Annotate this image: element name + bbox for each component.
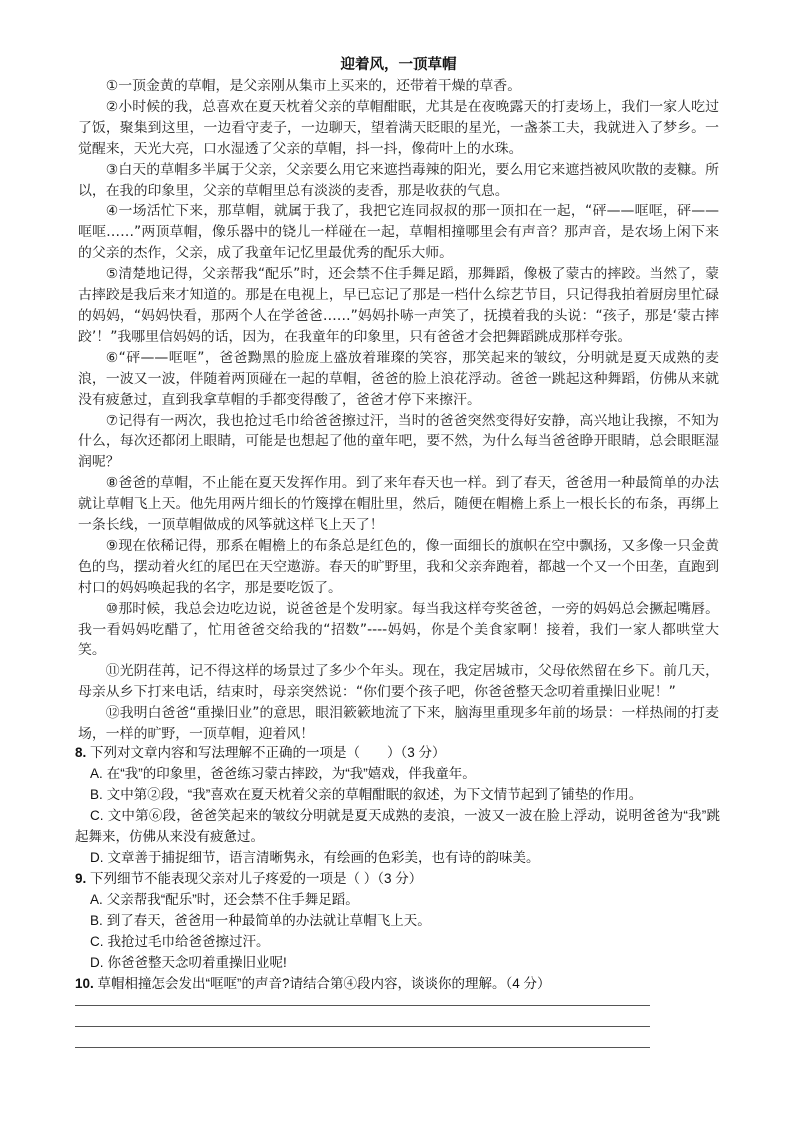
- article-paragraph: ⑤清楚地记得，父亲帮我“配乐”时，还会禁不住手舞足蹈，那舞蹈，像极了蒙古的摔跤。当然了，蒙古摔跤是我后来才知道的。那是在电视上，早已忘记了那是一档什么综艺节目，只记得我拍着厨房里忙碌的妈妈，“妈妈快看，那两个人在学爸爸……”妈妈扑哧一声笑了，抚摸着我的头说：“孩子，那是‘蒙古摔跤’！”我哪里信妈妈的话，因为，在我童年的印象里，只有爸爸才会把舞蹈跳成那样夸张。: [78, 266, 719, 345]
- option-label: A.: [90, 892, 103, 907]
- option-text: 在“我”的印象里，爸爸练习蒙古摔跤，为“我”嬉戏，伴我童年。: [106, 766, 476, 781]
- option-text: 我抢过毛巾给爸爸擦过汗。: [107, 934, 270, 949]
- article-paragraph: ④一场活忙下来，那草帽，就属于我了，我把它连同叔叔的那一顶扣在一起，“砰——哐哐，砰——哐哐……”两顶草帽，像乐器中的铙儿一样碰在一起，草帽相撞哪里会有声音？那声音，是农场上闲下来的父亲的杰作，父亲，成了我童年记忆里最优秀的配乐大师。: [78, 203, 719, 262]
- option-c: [75, 805, 720, 847]
- option-c: [75, 931, 720, 952]
- option-d: [75, 952, 720, 973]
- article-paragraph: ③白天的草帽多半属于父亲，父亲要么用它来遮挡毒辣的阳光，要么用它来遮挡被风吹散的麦糠。所以，在我的印象里，父亲的草帽里总有淡淡的麦香，那是收获的气息。: [78, 161, 719, 199]
- answer-lines: [75, 985, 650, 1048]
- option-text: 文中第②段，“我”喜欢在夏天枕着父亲的草帽酣眠的叙述，为下文情节起到了铺垫的作用。: [106, 787, 643, 802]
- question-number: 10.: [75, 976, 94, 991]
- option-text: 文中第⑥段，爸爸笑起来的皱纹分明就是夏天成熟的麦浪，一波又一波在脸上浮动，说明爸爸为“我”跳起舞来，仿佛从来没有疲惫过。: [75, 808, 720, 844]
- option-label: C.: [90, 934, 104, 949]
- article-paragraph: ①一顶金黄的草帽，是父亲刚从集市上买来的，还带着干燥的草香。: [105, 78, 522, 94]
- question-number: 8.: [75, 745, 87, 760]
- questions-section: [75, 742, 720, 1048]
- article-paragraph: ⑥“砰——哐哐”，爸爸黝黑的脸庞上盛放着璀璨的笑容，那笑起来的皱纹，分明就是夏天成熟的麦浪，一波又一波，伴随着两顶碰在一起的草帽，爸爸的脸上浪花浮动。爸爸一跳起这种舞蹈，仿佛从来就没有疲惫过，直到我拿草帽的手都变得酸了，爸爸才停下来擦汗。: [78, 349, 719, 408]
- option-d: [75, 847, 720, 868]
- option-text: 到了春天，爸爸用一种最简单的办法就让草帽飞上天。: [106, 913, 431, 928]
- option-text: 你爸爸整天念叨着重操旧业呢!: [107, 955, 287, 970]
- exam-page: [75, 55, 720, 1048]
- article-paragraph: ⑫我明白爸爸“重操旧业”的意思，眼泪簌簌地流了下来，脑海里重现多年前的场景：一样热闹的打麦场，一样的旷野，一顶草帽，迎着风！: [78, 705, 719, 743]
- article-paragraph: ⑪光阴荏苒，记不得这样的场景过了多少个年头。现在，我定居城市，父母依然留在乡下。前几天，母亲从乡下打来电话，结束时，母亲突然说：“你们要个孩子吧，你爸爸整天念叨着重操旧业呢！”: [78, 663, 719, 701]
- question-stem: [75, 868, 720, 889]
- answer-line: [75, 1006, 650, 1027]
- reading-article: [78, 55, 719, 745]
- option-label: D.: [90, 955, 104, 970]
- article-paragraph: ⑩那时候，我总会边吃边说，说爸爸是个发明家。每当我这样夸奖爸爸，一旁的妈妈总会撅起嘴唇。我一看妈妈吃醋了，忙用爸爸交给我的“招数”----妈妈，你是个美食家啊！接着，我们一家人都哄堂大笑。: [78, 600, 719, 659]
- article-paragraph: ⑨现在依稀记得，那系在帽檐上的布条总是红色的，像一面细长的旗帜在空中飘扬，又多像一只金黄色的鸟，摆动着火红的尾巴在天空遨游。春天的旷野里，我和父亲奔跑着，都越一个又一个田垄，直跑到村口的妈妈唤起我的名字，那是要吃饭了。: [78, 537, 719, 596]
- answer-line: [75, 1027, 650, 1048]
- article-paragraph: ⑧爸爸的草帽，不止能在夏天发挥作用。到了来年春天也一样。到了春天，爸爸用一种最简单的办法就让草帽飞上天。他先用两片细长的竹篾撑在帽肚里，然后，随便在帽檐上系上一根长长的布条，再绑上一条长线，一顶草帽做成的风筝就这样飞上天了！: [78, 475, 719, 534]
- option-label: C.: [90, 808, 104, 823]
- article-paragraph: ⑦记得有一两次，我也抢过毛巾给爸爸擦过汗，当时的爸爸突然变得好安静，高兴地让我擦，不知为什么，每次还都闭上眼睛，可能是也想起了他的童年吧，要不然，为什么每当爸爸睁开眼睛，总会眼眶湿润呢？: [78, 412, 719, 471]
- option-label: D.: [90, 850, 104, 865]
- option-text: 文章善于捕捉细节，语言清晰隽永，有绘画的色彩美，也有诗的韵味美。: [107, 850, 540, 865]
- question-text: 下列对文章内容和写法理解不正确的一项是（ ）（3 分）: [90, 745, 446, 760]
- option-a: [75, 889, 720, 910]
- option-label: A.: [90, 766, 103, 781]
- question-9: [75, 868, 720, 973]
- option-b: [75, 784, 720, 805]
- option-label: B.: [90, 787, 103, 802]
- option-a: [75, 763, 720, 784]
- question-8: [75, 742, 720, 868]
- article-paragraph: ②小时候的我，总喜欢在夏天枕着父亲的草帽酣眠，尤其是在夜晚露天的打麦场上，我们一家人吃过了饭，聚集到这里，一边看守麦子，一边聊天，望着满天眨眼的星光，一盏茶工夫，我就进入了梦乡。一觉醒来，天光大亮，口水湿透了父亲的草帽，抖一抖，像荷叶上的水珠。: [78, 98, 719, 157]
- question-stem: [75, 742, 720, 763]
- question-text: 下列细节不能表现父亲对儿子疼爱的一项是（ ）（3 分）: [90, 871, 423, 886]
- option-label: B.: [90, 913, 103, 928]
- article-title: 迎着风，一顶草帽: [340, 57, 457, 73]
- option-b: [75, 910, 720, 931]
- question-number: 9.: [75, 871, 87, 886]
- option-text: 父亲帮我“配乐”时，还会禁不住手舞足蹈。: [106, 892, 359, 907]
- question-text: 草帽相撞怎会发出“哐哐”的声音?请结合第④段内容，谈谈你的理解。（4 分）: [97, 976, 551, 991]
